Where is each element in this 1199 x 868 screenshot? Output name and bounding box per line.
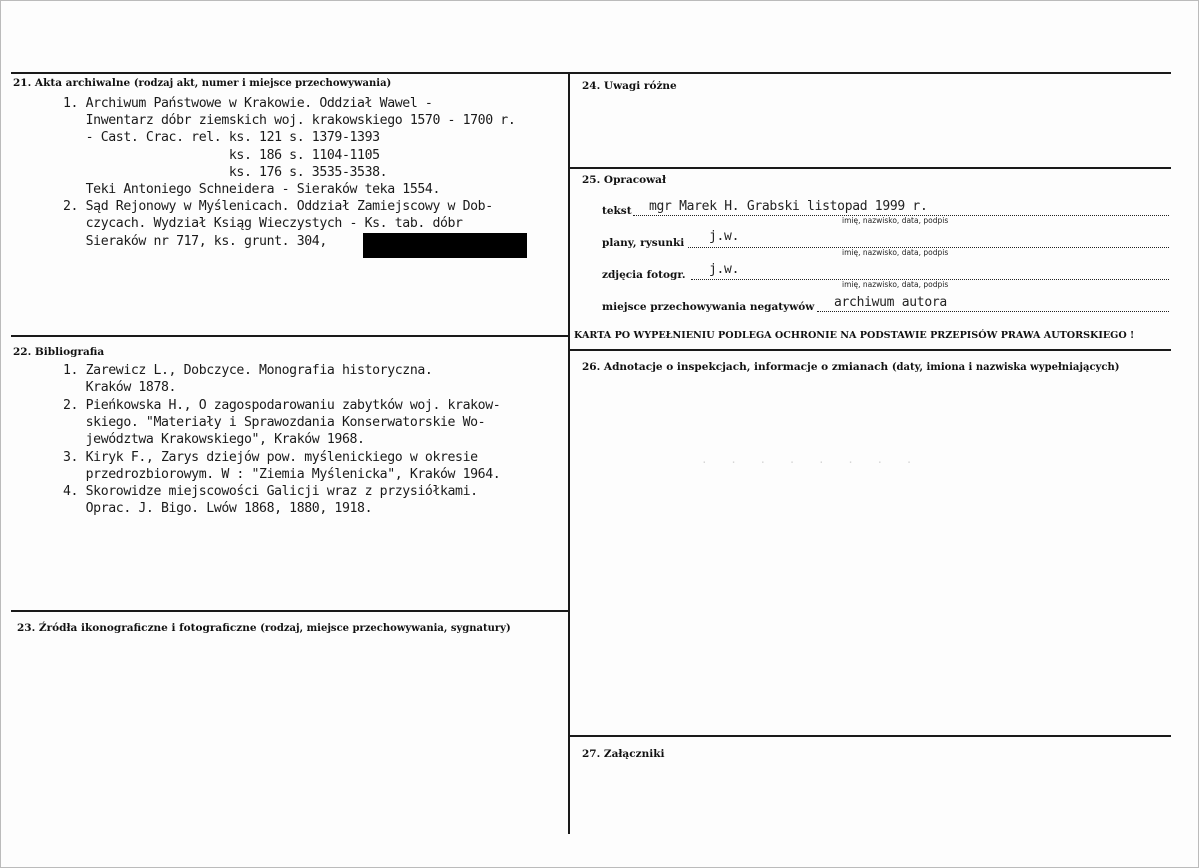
section-21-heading	[13, 77, 391, 89]
photos-hint: imię, nazwisko, data, podpis	[842, 280, 949, 289]
negatives-location-line	[817, 311, 1169, 312]
s22-line: Oprac. J. Bigo. Lwów 1868, 1880, 1918.	[63, 501, 373, 517]
s21-line: czycach. Wydział Ksiąg Wieczystych - Ks. tab. dóbr	[63, 216, 463, 232]
s21-line: ks. 186 s. 1104-1105	[63, 147, 380, 163]
top-rule	[11, 72, 1171, 74]
s21-line: Teki Antoniego Schneidera - Sieraków teka 1554.	[63, 182, 440, 197]
bleed-through-mark: · · · · · · · ·	[701, 456, 921, 469]
section-26-subtitle: (daty, imiona i nazwiska wypełniających)	[891, 362, 1120, 373]
section-27-heading: 27. Załączniki	[582, 748, 665, 760]
rule-21-22	[11, 335, 569, 337]
redaction-block	[363, 233, 527, 258]
s21-line: 1. Archiwum Państwowe w Krakowie. Oddział Wawel -	[63, 96, 433, 111]
s21-line: Inwentarz dóbr ziemskich woj. krakowskiego 1570 - 1700 r.	[63, 113, 516, 129]
s22-line: 1. Zarewicz L., Dobczyce. Monografia historyczna.	[63, 363, 433, 378]
s21-line: ks. 176 s. 3535-3538.	[63, 164, 388, 180]
rule-22-23	[11, 610, 569, 612]
s22-line: 2. Pieńkowska H., O zagospodarowaniu zabytków woj. krakow-	[63, 397, 501, 413]
section-23-heading	[17, 622, 511, 634]
section-24-heading: 24. Uwagi różne	[582, 80, 677, 92]
section-23-title: 23. Źródła ikonograficzne i fotograficzne	[17, 622, 257, 634]
rule-25-26	[568, 349, 1171, 351]
center-divider	[568, 72, 570, 834]
section-21-subtitle: (rodzaj akt, numer i miejsce przechowywania)	[133, 78, 392, 89]
section-25-heading: 25. Opracował	[582, 174, 667, 186]
s22-line: przedrozbiorowym. W : "Ziemia Myślenicka", Kraków 1964.	[63, 466, 501, 482]
photos-label: zdjęcia fotogr.	[602, 269, 686, 281]
section-22-heading: 22. Bibliografia	[13, 346, 105, 358]
plans-drawings-label: plany, rysunki	[602, 237, 685, 249]
negatives-location-value: archiwum autora	[834, 295, 947, 310]
s21-line: 2. Sąd Rejonowy w Myślenicach. Oddział Zamiejscowy w Dob-	[63, 199, 493, 215]
section-26-title: 26. Adnotacje o inspekcjach, informacje o zmianach	[582, 361, 889, 373]
plans-drawings-hint: imię, nazwisko, data, podpis	[842, 248, 949, 257]
section-23-subtitle: (rodzaj, miejsce przechowywania, sygnatury)	[260, 623, 511, 634]
copyright-notice: KARTA PO WYPEŁNIENIU PODLEGA OCHRONIE NA PODSTAWIE PRZEPISÓW PRAWA AUTORSKIEGO !	[574, 330, 1135, 341]
s21-line: - Cast. Crac. rel. ks. 121 s. 1379-1393	[63, 130, 380, 146]
s22-line: 3. Kiryk F., Zarys dziejów pow. myślenickiego w okresie	[63, 449, 478, 465]
s22-line: skiego. "Materiały i Sprawozdania Konserwatorskie Wo-	[63, 414, 486, 430]
s22-line: Kraków 1878.	[63, 380, 177, 396]
photos-value: j.w.	[709, 262, 740, 277]
plans-drawings-value: j.w.	[709, 229, 740, 244]
rule-26-27	[568, 735, 1171, 737]
s22-line: jewództwa Krakowskiego", Kraków 1968.	[63, 432, 365, 448]
s22-line: 4. Skorowidze miejscowości Galicji wraz z przysiółkami.	[63, 484, 478, 500]
negatives-location-label: miejsce przechowywania negatywów	[602, 301, 815, 313]
section-26-heading	[582, 361, 1119, 373]
text-author-label: tekst	[602, 205, 632, 217]
text-author-hint: imię, nazwisko, data, podpis	[842, 216, 949, 225]
section-21-title: 21. Akta archiwalne	[13, 77, 131, 89]
rule-24-25	[568, 167, 1171, 169]
s21-line: Sieraków nr 717, ks. grunt. 304,	[63, 233, 327, 249]
text-author-value: mgr Marek H. Grabski listopad 1999 r.	[649, 199, 928, 214]
